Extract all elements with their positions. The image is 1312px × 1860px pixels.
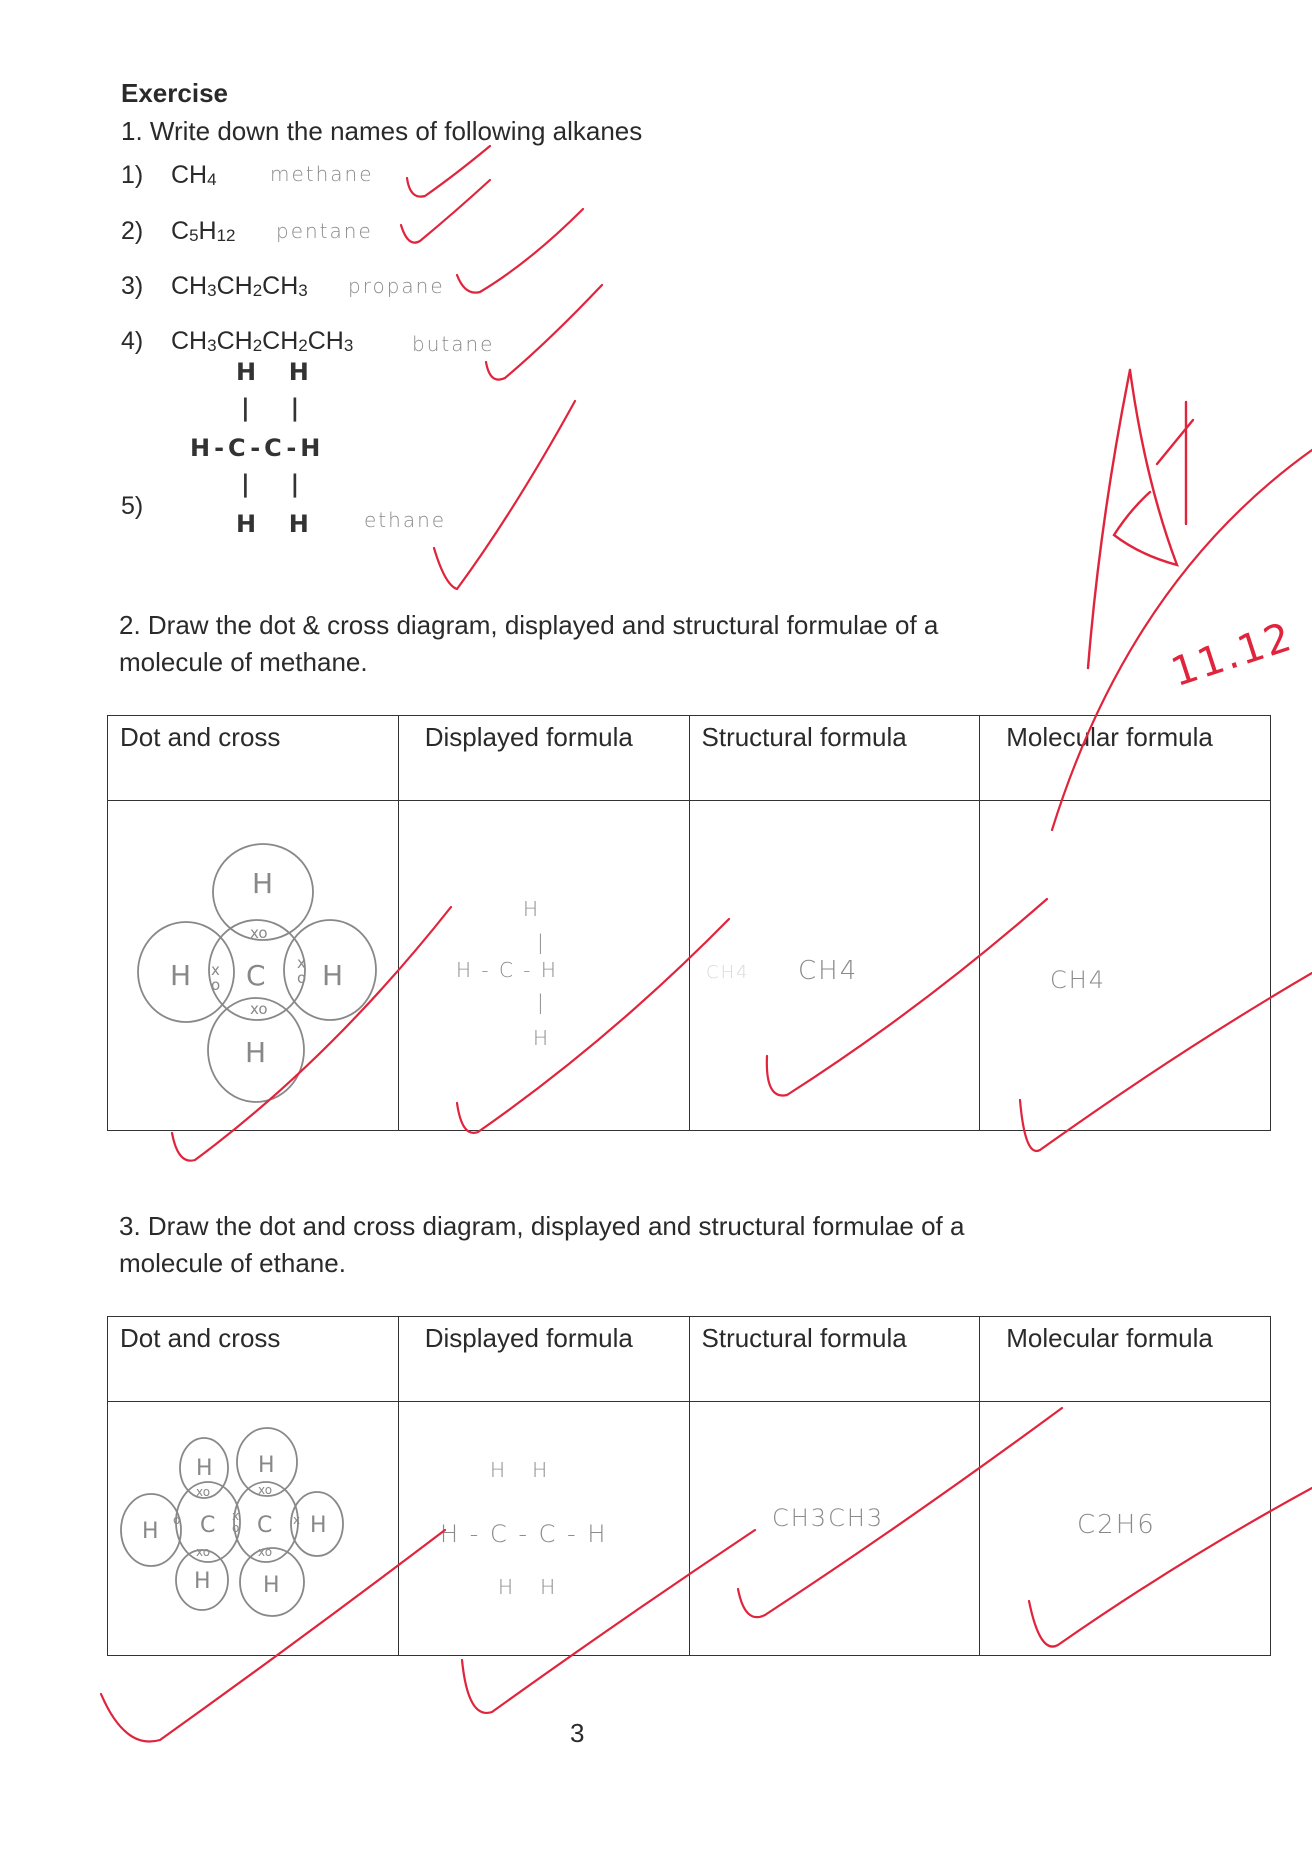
electron-pair: xo (196, 1545, 211, 1559)
formula: $CH_3CH_2CH_3$ (171, 272, 308, 300)
atom-label: H (170, 959, 192, 992)
q1-item-1 (121, 161, 217, 190)
header-displayed-formula: Displayed formula (398, 1317, 689, 1402)
electron-pair: xo (258, 1545, 273, 1559)
checkmark-icon (401, 180, 490, 243)
q1-item-3 (121, 272, 308, 301)
electron-pair: o (173, 1513, 181, 1527)
ethane-displayed-top: H H (490, 1458, 550, 1482)
electron-pair: xo (196, 1485, 211, 1499)
question-3-prompt-line2: molecule of ethane. (119, 1248, 346, 1278)
methane-displayed-bottom: H (533, 1026, 551, 1050)
answer-cell[interactable] (108, 1402, 399, 1656)
header-structural-formula: Structural formula (689, 716, 980, 801)
q1-answer-2: pentane (276, 219, 373, 243)
answer-cell[interactable] (980, 801, 1271, 1131)
atom-label: H (263, 1573, 280, 1598)
question-2-prompt-line1: 2. Draw the dot & cross diagram, displayed and structural formulae of a (119, 610, 939, 640)
ethane-table (107, 1316, 1271, 1656)
item-number: 2) (121, 217, 144, 245)
checkmark-icon (486, 285, 602, 380)
question-3-prompt-line1: 3. Draw the dot and cross diagram, displayed and structural formulae of a (119, 1211, 965, 1241)
answer-cell[interactable] (108, 801, 399, 1131)
q1-item-5-number: 5) (121, 492, 144, 520)
electron-pair: xo (250, 924, 268, 942)
electron-pair: x (232, 1509, 240, 1523)
q1-item-4 (121, 327, 353, 356)
methane-molecular: CH4 (1050, 966, 1107, 994)
ethane-structure-bottom: H H (236, 510, 309, 538)
grade-date: 11.12 (1165, 613, 1299, 696)
header-structural-formula: Structural formula (689, 1317, 980, 1402)
methane-displayed-middle: H - C - H (456, 958, 558, 982)
atom-label: C (257, 1513, 273, 1538)
electron-pair: x (211, 961, 220, 979)
electron-pair: o (232, 1521, 240, 1535)
electron-pair: x (297, 954, 306, 972)
header-molecular-formula: Molecular formula (980, 716, 1271, 801)
q1-answer-5: ethane (364, 508, 447, 532)
q1-answer-3: propane (348, 274, 445, 298)
header-dot-and-cross: Dot and cross (108, 1317, 399, 1402)
ethane-displayed-bottom: H H (498, 1575, 558, 1599)
header-displayed-formula: Displayed formula (398, 716, 689, 801)
atom-label: H (194, 1569, 211, 1594)
q1-item-2 (121, 217, 236, 246)
electron-pair: o (297, 969, 307, 987)
electron-pair: xo (258, 1483, 273, 1497)
formula: $CH_3CH_2CH_2CH_3$ (171, 327, 354, 355)
checkmark-icon (407, 146, 490, 197)
ethane-structure-bonds-top: | | (241, 394, 300, 422)
atom-label: H (142, 1519, 159, 1544)
header-dot-and-cross: Dot and cross (108, 716, 399, 801)
methane-structural-faint: CH4 (706, 962, 750, 983)
atom-label: H (252, 867, 274, 900)
ethane-structure-top: H H (236, 358, 309, 386)
item-number: 3) (121, 272, 144, 300)
electron-pair: x (293, 1513, 301, 1527)
header-molecular-formula: Molecular formula (980, 1317, 1271, 1402)
electron-pair: xo (250, 1000, 268, 1018)
ethane-displayed-middle: H - C - C - H (440, 1520, 608, 1548)
checkmark-icon (457, 209, 583, 293)
atom-label: C (200, 1513, 216, 1538)
methane-displayed-top: H (523, 897, 541, 921)
electron-pair: o (211, 976, 221, 994)
bond: | (537, 990, 546, 1014)
formula: $CH_4$ (171, 161, 217, 189)
item-number: 1) (121, 161, 144, 189)
formula: $C_5H_{12}$ (171, 217, 236, 245)
methane-table (107, 715, 1271, 1131)
ethane-molecular: C2H6 (1077, 1510, 1156, 1540)
question-2-prompt-line2: molecule of methane. (119, 647, 368, 677)
bond: | (537, 930, 546, 954)
grade-letter-a-left (1088, 370, 1130, 668)
question-1-prompt: 1. Write down the names of following alkanes (121, 116, 643, 146)
atom-label: H (310, 1513, 327, 1538)
grade-letter-a-right (1114, 370, 1177, 565)
atom-label: C (246, 959, 266, 992)
ethane-structure-middle: H-C-C-H (190, 434, 325, 462)
ethane-structure-bonds-bottom: | | (241, 470, 300, 498)
ethane-structural: CH3CH3 (772, 1504, 885, 1532)
atom-label: H (258, 1453, 275, 1478)
page-number: 3 (570, 1718, 585, 1748)
item-number: 4) (121, 327, 144, 355)
atom-label: H (245, 1036, 267, 1069)
q1-answer-4: butane (412, 332, 495, 356)
q1-answer-1: methane (270, 162, 374, 186)
checkmark-icon (434, 401, 575, 589)
atom-label: H (322, 959, 344, 992)
grade-plus-horizontal (1157, 420, 1193, 464)
grade-mark (1088, 370, 1193, 668)
methane-structural: CH4 (798, 956, 859, 986)
atom-label: H (196, 1456, 213, 1481)
exercise-heading: Exercise (121, 78, 228, 108)
